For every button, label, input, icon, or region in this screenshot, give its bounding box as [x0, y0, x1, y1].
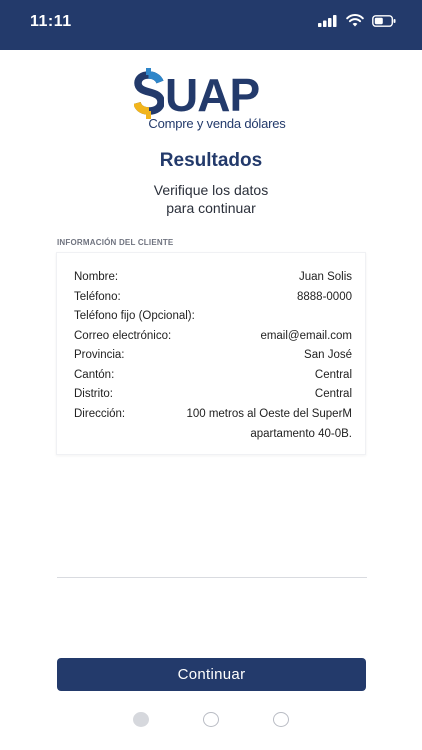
logo-tagline: Compre y venda dólares [148, 116, 286, 131]
row-label: Dirección: [74, 408, 126, 420]
row-value: 100 metros al Oeste del SuperM [186, 408, 352, 420]
page-dot-3[interactable] [273, 712, 289, 727]
status-time: 11:11 [30, 13, 72, 30]
row-value: email@email.com [260, 330, 352, 342]
row-value: 8888-0000 [297, 291, 352, 303]
row-label: Distrito: [74, 388, 113, 400]
row-value: San José [304, 349, 352, 361]
battery-icon [372, 15, 396, 27]
row-value: Juan Solis [298, 271, 352, 283]
status-bar [0, 0, 422, 50]
subtitle-line-1: Verifique los datos [153, 182, 269, 198]
row-value-line-2: apartamento 40-0B. [250, 428, 352, 440]
suap-logo [0, 68, 422, 138]
logo-wordmark: UAP [165, 69, 260, 121]
row-label: Cantón: [74, 369, 115, 381]
row-value: Central [314, 369, 352, 381]
row-value: Central [314, 388, 352, 400]
row-label: Teléfono fijo (Opcional): [74, 310, 195, 322]
customer-info-card [56, 252, 366, 455]
customer-info-header: INFORMACIÓN DEL CLIENTE [57, 238, 174, 247]
pagination-dots [0, 712, 422, 730]
wifi-icon [346, 14, 364, 27]
continue-button[interactable]: Continuar [57, 658, 366, 691]
subtitle-line-2: para continuar [166, 200, 256, 216]
cellular-signal-icon [318, 15, 338, 27]
page-dot-1[interactable] [133, 712, 149, 727]
status-icons [318, 14, 396, 27]
section-divider [57, 577, 367, 578]
row-label: Teléfono: [74, 291, 121, 303]
page-dot-2[interactable] [203, 712, 219, 727]
row-label: Correo electrónico: [74, 330, 172, 342]
row-label: Nombre: [74, 271, 119, 283]
dollar-s-logo-icon [134, 68, 164, 120]
row-label: Provincia: [74, 349, 125, 361]
page-title: Resultados [159, 150, 263, 171]
page-subtitle [0, 181, 422, 217]
